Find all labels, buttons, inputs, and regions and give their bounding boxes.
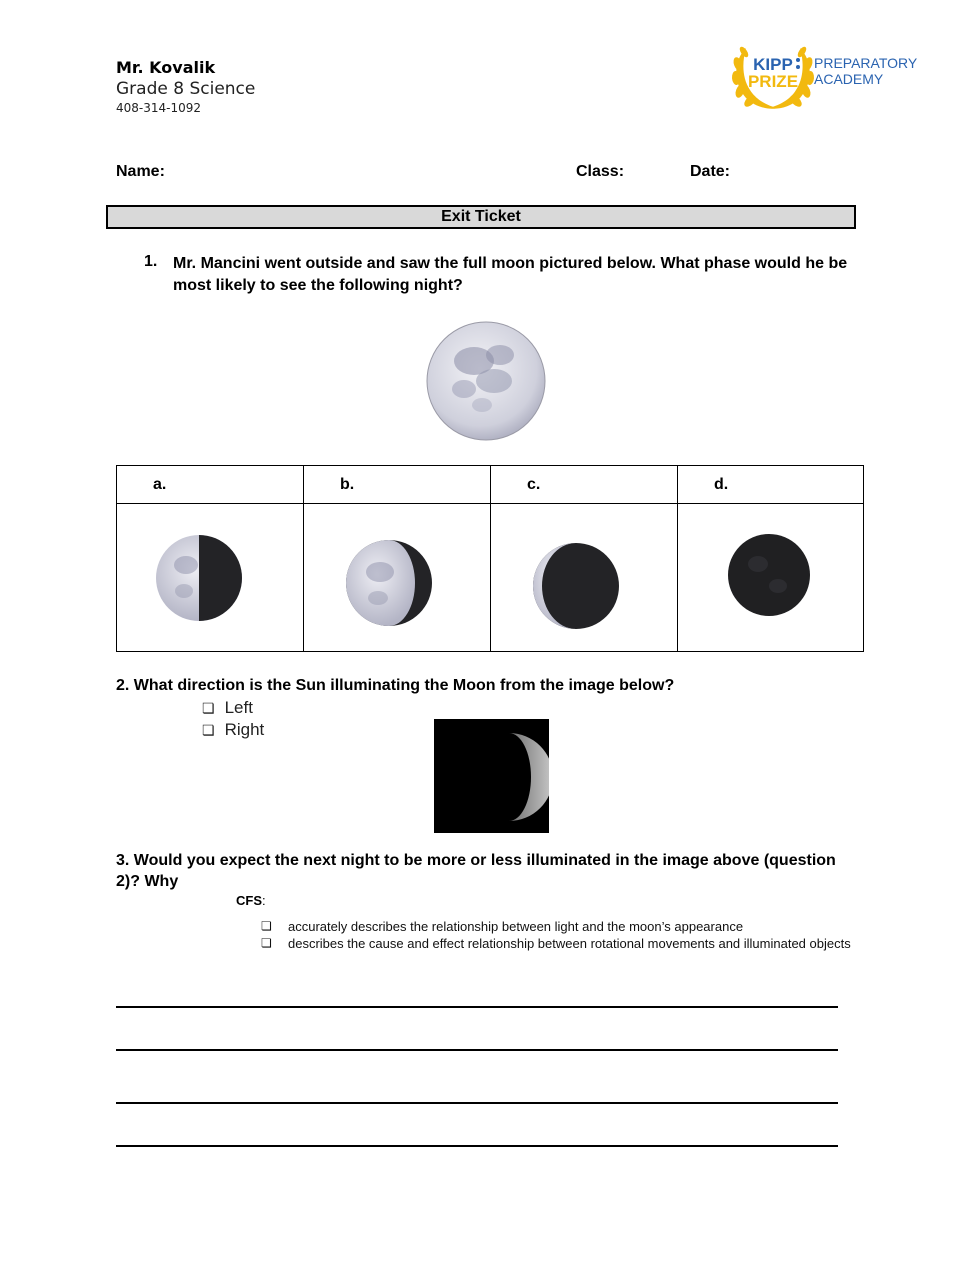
teacher-name: Mr. Kovalik xyxy=(116,58,216,77)
option-a-cell xyxy=(117,504,304,652)
option-b-label: b. xyxy=(304,466,491,504)
option-a-moon-image xyxy=(154,533,244,623)
option-c-moon-image xyxy=(531,541,621,631)
exit-ticket-banner: Exit Ticket xyxy=(106,205,856,229)
option-d-moon-image xyxy=(726,532,812,618)
logo-preparatory: PREPARATORY xyxy=(814,55,918,71)
cfs-label-text: CFS xyxy=(236,893,262,908)
checkbox-icon[interactable]: ❏ xyxy=(202,722,215,738)
option-left[interactable] xyxy=(202,698,253,718)
checkbox-icon: ❏ xyxy=(261,919,272,933)
phone-number: 408-314-1092 xyxy=(116,101,202,115)
option-c-cell xyxy=(491,504,678,652)
class-label: Class: xyxy=(576,163,625,180)
criteria-text: describes the cause and effect relationship between rotational movements and illuminated objects xyxy=(288,936,851,951)
option-right[interactable] xyxy=(202,720,264,740)
option-d-cell xyxy=(678,504,864,652)
logo-kipp: KIPP xyxy=(753,55,793,74)
name-label: Name: xyxy=(116,163,165,180)
full-moon-image xyxy=(424,319,548,443)
answer-line[interactable] xyxy=(116,1145,838,1147)
criteria-item xyxy=(261,918,871,935)
question-1-text: Mr. Mancini went outside and saw the full moon pictured below. What phase would he be most likely to see the following night? xyxy=(173,255,848,294)
question-2-text: 2. What direction is the Sun illuminating the Moon from the image below? xyxy=(116,677,675,694)
option-b-cell xyxy=(304,504,491,652)
date-label: Date: xyxy=(690,163,731,180)
school-logo xyxy=(728,34,918,114)
option-right-label: Right xyxy=(224,720,265,739)
moon-phase-choices-table xyxy=(116,465,864,652)
criteria-text: accurately describes the relationship between light and the moon’s appearance xyxy=(288,919,744,934)
option-b-moon-image xyxy=(344,538,434,628)
checkbox-icon: ❏ xyxy=(261,936,272,950)
question-3-text: 3. Would you expect the next night to be more or less illuminated in the image above (question 2)? Why xyxy=(116,852,836,890)
cfs-colon: : xyxy=(262,893,266,908)
option-c-label: c. xyxy=(491,466,678,504)
answer-line[interactable] xyxy=(116,1006,838,1008)
option-left-label: Left xyxy=(224,698,253,717)
criteria-item xyxy=(261,935,871,969)
cfs-label xyxy=(236,893,266,908)
crescent-moon-image xyxy=(434,719,549,833)
logo-academy: ACADEMY xyxy=(814,71,884,87)
option-a-label: a. xyxy=(117,466,304,504)
option-d-label: d. xyxy=(678,466,864,504)
logo-prize: PRIZE xyxy=(747,72,799,91)
answer-line[interactable] xyxy=(116,1049,838,1051)
course-title: Grade 8 Science xyxy=(116,79,256,99)
question-1-number: 1. xyxy=(144,253,158,270)
answer-line[interactable] xyxy=(116,1102,838,1104)
checkbox-icon[interactable]: ❏ xyxy=(202,700,215,716)
